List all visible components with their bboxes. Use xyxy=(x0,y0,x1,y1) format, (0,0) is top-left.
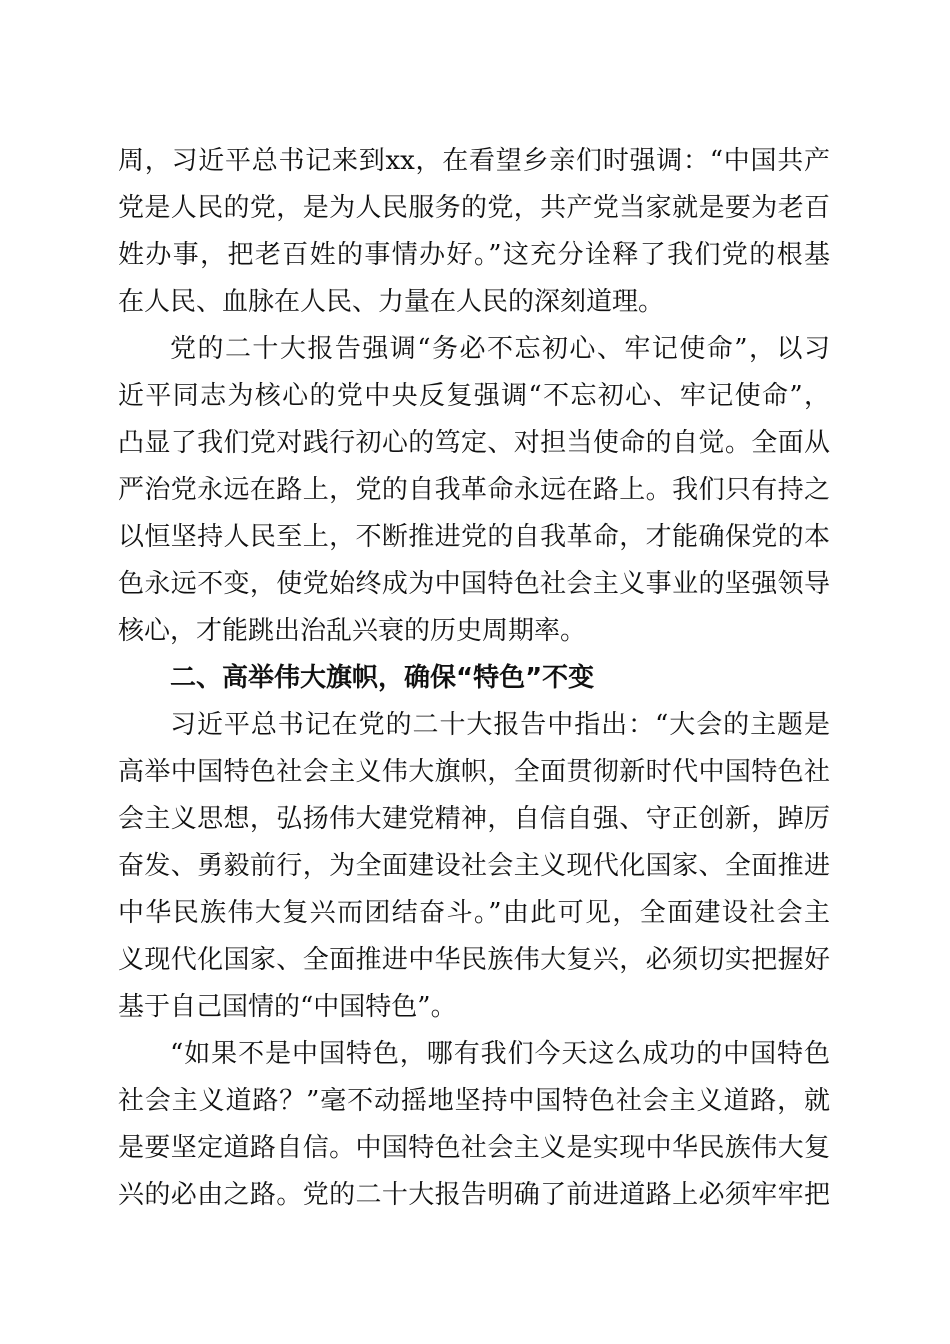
paragraph-1 xyxy=(118,138,830,326)
text-line: 核心，才能跳出治乱兴衰的历史周期率。 xyxy=(118,616,587,646)
paragraph-3 xyxy=(118,702,830,1031)
text-line: 是要坚定道路自信。中国特色社会主义是实现中华民族伟大复 xyxy=(118,1133,830,1163)
text-line: 党的二十大报告强调“务必不忘初心、牢记使命”，以习 xyxy=(170,334,830,364)
text-line: 姓办事，把老百姓的事情办好。”这充分诠释了我们党的根基 xyxy=(118,240,830,270)
document-body xyxy=(118,138,830,1219)
section-heading: 二、高举伟大旗帜，确保“特色”不变 xyxy=(170,663,595,693)
text-line: 习近平总书记在党的二十大报告中指出：“大会的主题是 xyxy=(170,710,830,740)
text-line: 奋发、勇毅前行，为全面建设社会主义现代化国家、全面推进 xyxy=(118,851,830,881)
text-line: 近平同志为核心的党中央反复强调“不忘初心、牢记使命”， xyxy=(118,381,830,411)
text-line: 周，习近平总书记来到xx，在看望乡亲们时强调：“中国共产 xyxy=(118,146,830,176)
text-line: 中华民族伟大复兴而团结奋斗。”由此可见，全面建设社会主 xyxy=(118,898,830,928)
paragraph-2 xyxy=(118,326,830,655)
text-line: 在人民、血脉在人民、力量在人民的深刻道理。 xyxy=(118,287,665,317)
text-line: 兴的必由之路。党的二十大报告明确了前进道路上必须牢牢把 xyxy=(118,1180,830,1210)
text-line: 严治党永远在路上，党的自我革命永远在路上。我们只有持之 xyxy=(118,475,830,505)
text-line: 色永远不变，使党始终成为中国特色社会主义事业的坚强领导 xyxy=(118,569,830,599)
text-line: 社会主义道路？”毫不动摇地坚持中国特色社会主义道路，就 xyxy=(118,1086,830,1116)
text-line: 高举中国特色社会主义伟大旗帜，全面贯彻新时代中国特色社 xyxy=(118,757,830,787)
text-line: 会主义思想，弘扬伟大建党精神，自信自强、守正创新，踔厉 xyxy=(118,804,830,834)
text-line: 凸显了我们党对践行初心的笃定、对担当使命的自觉。全面从 xyxy=(118,428,830,458)
text-line: 义现代化国家、全面推进中华民族伟大复兴，必须切实把握好 xyxy=(118,945,830,975)
paragraph-4 xyxy=(118,1031,830,1219)
text-line: 以恒坚持人民至上，不断推进党的自我革命，才能确保党的本 xyxy=(118,522,830,552)
text-line: 党是人民的党，是为人民服务的党，共产党当家就是要为老百 xyxy=(118,193,830,223)
text-line: 基于自己国情的“中国特色”。 xyxy=(118,992,457,1022)
text-line: “如果不是中国特色，哪有我们今天这么成功的中国特色 xyxy=(170,1039,830,1069)
